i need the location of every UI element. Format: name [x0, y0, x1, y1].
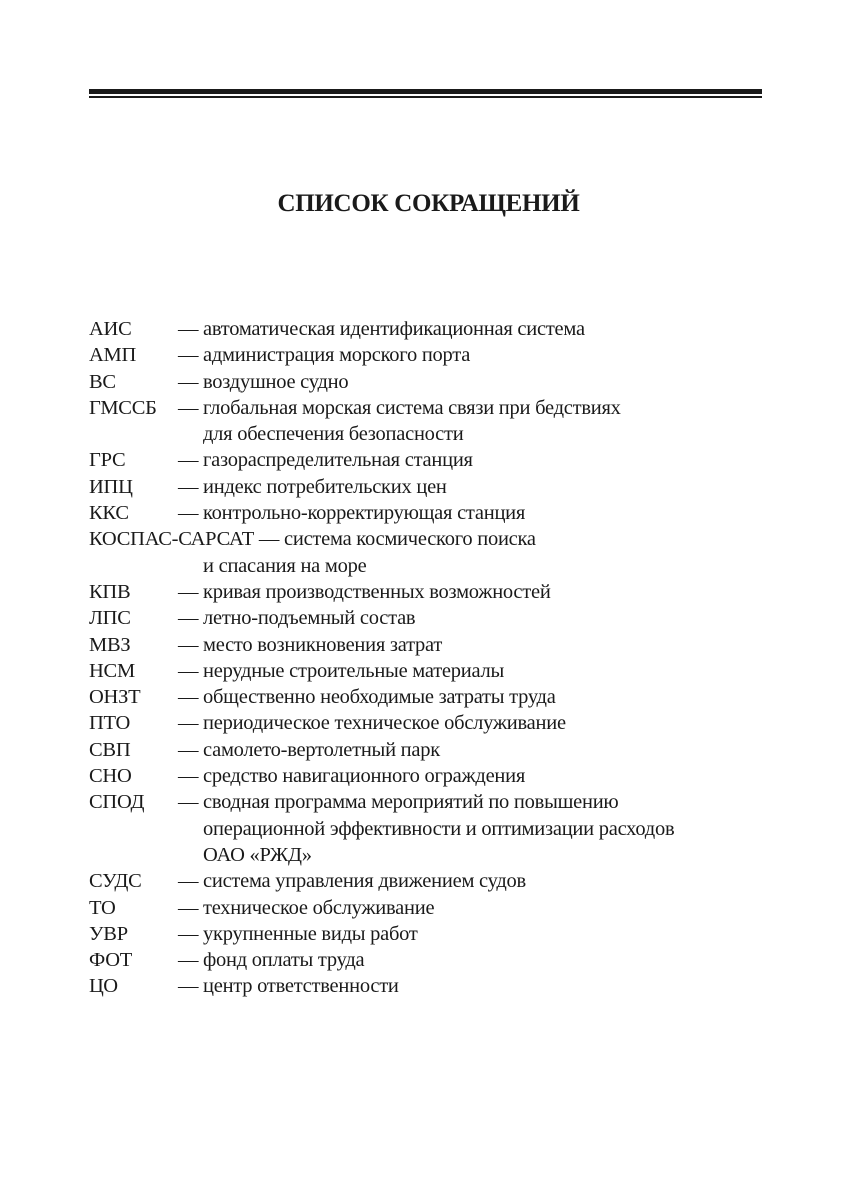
abbreviation-entry: [89, 447, 789, 473]
abbreviation-entry: [89, 395, 789, 448]
entry-line: [89, 605, 789, 631]
definition-text: нерудные строительные материалы: [203, 659, 505, 682]
entry-line: [89, 553, 789, 579]
abbreviation: СВП: [89, 738, 131, 761]
abbreviation-entry: [89, 500, 789, 526]
entry-line: [89, 737, 789, 763]
definition-text: техническое обслуживание: [203, 896, 435, 919]
entry-line: [89, 500, 789, 526]
dash: —: [178, 659, 199, 682]
abbreviation: ГРС: [89, 449, 126, 472]
definition-text: индекс потребительских цен: [203, 475, 447, 498]
entry-line: [89, 421, 789, 447]
entry-line: [89, 632, 789, 658]
abbreviation: ТО: [89, 896, 116, 919]
entry-line: [89, 447, 789, 473]
entry-line: [89, 947, 789, 973]
definition-text: центр ответственности: [203, 975, 399, 998]
entry-line: [89, 474, 789, 500]
abbreviation: НСМ: [89, 659, 135, 682]
dash: —: [178, 396, 199, 419]
dash: —: [178, 712, 199, 735]
entry-line: [89, 895, 789, 921]
abbreviation: ИПЦ: [89, 475, 133, 498]
abbreviation: СПОД: [89, 791, 145, 814]
abbreviation-entry: [89, 369, 789, 395]
entry-line: [89, 316, 789, 342]
entry-line: [89, 342, 789, 368]
definition-text: и спасания на море: [203, 554, 367, 577]
entry-line: [89, 868, 789, 894]
abbreviation-entry: [89, 737, 789, 763]
abbreviation: ЦО: [89, 975, 118, 998]
dash: —: [178, 502, 199, 525]
abbreviation-entry: [89, 474, 789, 500]
definition-text: операционной эффективности и оптимизации расходов: [203, 817, 675, 840]
header-rule-thick: [89, 89, 762, 94]
dash: —: [178, 765, 199, 788]
entry-line: [89, 973, 789, 999]
abbreviation: КОСПАС-САРСАТ: [89, 528, 255, 551]
entry-line: [89, 684, 789, 710]
dash: —: [178, 344, 199, 367]
abbreviation: АМП: [89, 344, 137, 367]
definition-text: система космического поиска: [284, 528, 536, 551]
dash: —: [178, 475, 199, 498]
dash: —: [178, 370, 199, 393]
abbreviation-entry: [89, 632, 789, 658]
abbreviation-entry: [89, 789, 789, 868]
abbreviation: ФОТ: [89, 949, 133, 972]
entry-line: [89, 579, 789, 605]
dash: —: [178, 686, 199, 709]
header-rule-thin: [89, 96, 762, 98]
abbreviation: ЛПС: [89, 607, 131, 630]
abbreviation-entry: [89, 947, 789, 973]
abbreviation-entry: [89, 921, 789, 947]
abbreviation-entry: [89, 579, 789, 605]
definition-text: для обеспечения безопасности: [203, 423, 464, 446]
abbreviation-entry: [89, 973, 789, 999]
definition-text: фонд оплаты труда: [203, 949, 365, 972]
abbreviation-entry: [89, 868, 789, 894]
abbreviation-entry: [89, 895, 789, 921]
definition-text: средство навигационного ограждения: [203, 765, 526, 788]
page-title: СПИСОК СОКРАЩЕНИЙ: [277, 190, 580, 217]
definition-text: контрольно-корректирующая станция: [203, 502, 526, 525]
abbreviation-entry: [89, 316, 789, 342]
abbreviation: УВР: [89, 922, 128, 945]
definition-text: укрупненные виды работ: [203, 922, 418, 945]
entry-line: [89, 710, 789, 736]
dash: —: [178, 896, 199, 919]
definition-text: общественно необходимые затраты труда: [203, 686, 556, 709]
entry-line: [89, 763, 789, 789]
dash: —: [178, 738, 199, 761]
entry-line: [89, 921, 789, 947]
abbreviation: ККС: [89, 502, 129, 525]
entry-line: [89, 658, 789, 684]
dash: —: [178, 791, 199, 814]
definition-text: сводная программа мероприятий по повышению: [203, 791, 619, 814]
definition-text: самолето-вертолетный парк: [203, 738, 440, 761]
abbreviation-entry: [89, 526, 789, 579]
definition-text: газораспределительная станция: [203, 449, 473, 472]
definition-text: глобальная морская система связи при бедствиях: [203, 396, 621, 419]
entry-line: [89, 526, 789, 552]
entry-line: [89, 842, 789, 868]
definition-text: система управления движением судов: [203, 870, 526, 893]
abbreviation: ГМССБ: [89, 396, 157, 419]
abbreviation: СУДС: [89, 870, 142, 893]
abbreviation: КПВ: [89, 580, 131, 603]
dash: —: [178, 870, 199, 893]
dash: —: [178, 580, 199, 603]
dash: —: [178, 607, 199, 630]
dash: —: [178, 318, 199, 340]
abbreviation: МВЗ: [89, 633, 131, 656]
entry-line: [89, 816, 789, 842]
dash: —: [178, 949, 199, 972]
entry-line: [89, 395, 789, 421]
entry-line: [89, 369, 789, 395]
definition-text: кривая производственных возможностей: [203, 580, 551, 603]
dash: —: [178, 633, 199, 656]
abbreviation-list: [89, 316, 789, 1000]
abbreviation-entry: [89, 710, 789, 736]
abbreviation: СНО: [89, 765, 132, 788]
abbreviation-entry: [89, 763, 789, 789]
definition-text: летно-подъемный состав: [203, 607, 416, 630]
abbreviation-entry: [89, 605, 789, 631]
dash: —: [258, 528, 280, 551]
abbreviation: ПТО: [89, 712, 131, 735]
abbreviation-entry: [89, 342, 789, 368]
abbreviation: ВС: [89, 370, 116, 393]
definition-text: ОАО «РЖД»: [203, 843, 312, 866]
definition-text: воздушное судно: [203, 370, 349, 393]
abbreviation-entry: [89, 658, 789, 684]
abbreviation: АИС: [89, 318, 132, 340]
abbreviation: ОНЗТ: [89, 686, 141, 709]
dash: —: [178, 449, 199, 472]
definition-text: администрация морского порта: [203, 344, 471, 367]
dash: —: [178, 975, 199, 998]
definition-text: место возникновения затрат: [203, 633, 443, 656]
dash: —: [178, 922, 199, 945]
definition-text: периодическое техническое обслуживание: [203, 712, 566, 735]
definition-text: автоматическая идентификационная система: [203, 318, 585, 340]
entry-line: [89, 789, 789, 815]
abbreviation-entry: [89, 684, 789, 710]
